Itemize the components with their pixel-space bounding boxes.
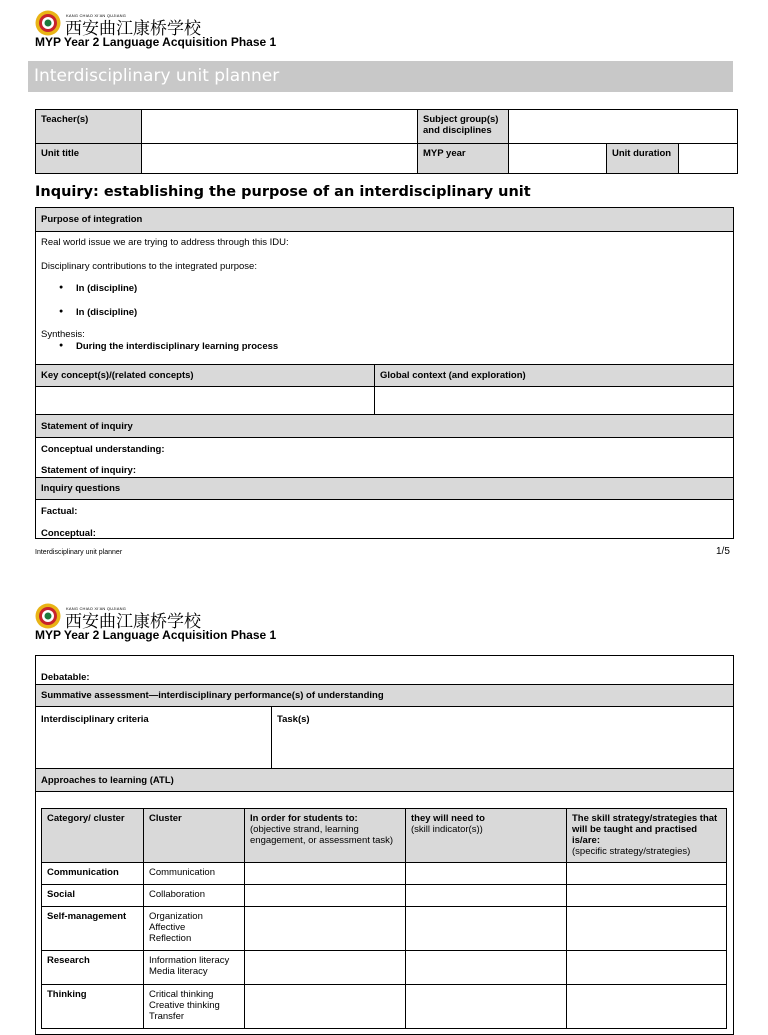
column-divider	[271, 707, 272, 768]
atl-objective-field[interactable]	[245, 885, 406, 907]
discipline-bullet-2: ● In (discipline)	[76, 307, 137, 318]
atl-cluster-item: Media literacy	[149, 966, 208, 977]
statement-body[interactable]	[36, 438, 733, 477]
atl-row	[42, 885, 727, 907]
synthesis-label: Synthesis:	[41, 329, 85, 340]
unit-title-field[interactable]	[142, 144, 418, 174]
column-divider	[374, 365, 375, 387]
atl-row	[42, 907, 727, 951]
atl-skill-field[interactable]	[406, 985, 567, 1029]
atl-col-strategy	[567, 809, 727, 863]
concepts-body-row	[36, 387, 733, 415]
atl-cluster	[144, 951, 245, 985]
atl-table	[41, 808, 727, 1029]
unit-info-table	[35, 109, 738, 174]
atl-category: Self-management	[42, 907, 144, 951]
unit-duration-label: Unit duration	[607, 144, 679, 174]
page2-table	[35, 655, 734, 1035]
debatable-label: Debatable:	[41, 672, 90, 683]
atl-category: Thinking	[42, 985, 144, 1029]
atl-skill-field[interactable]	[406, 863, 567, 885]
criteria-label: Interdisciplinary criteria	[41, 714, 149, 725]
atl-skill-field[interactable]	[406, 907, 567, 951]
page-number: 1/5	[716, 546, 730, 557]
inquiry-table	[35, 207, 734, 539]
atl-col-strategy-note: (specific strategy/strategies)	[572, 846, 691, 857]
atl-objective-field[interactable]	[245, 907, 406, 951]
global-context-field[interactable]	[375, 387, 733, 414]
conceptual-label: Conceptual:	[41, 528, 96, 539]
myp-year-label: MYP year	[418, 144, 509, 174]
atl-skill-field[interactable]	[406, 885, 567, 907]
unit-title-label: Unit title	[36, 144, 142, 174]
statement-header-row	[36, 415, 733, 438]
unit-duration-field[interactable]	[679, 144, 738, 174]
atl-cluster	[144, 985, 245, 1029]
atl-row	[42, 863, 727, 885]
atl-strategy-field[interactable]	[567, 885, 727, 907]
footer-label: Interdisciplinary unit planner	[35, 549, 123, 556]
atl-strategy-field[interactable]	[567, 951, 727, 985]
atl-cluster: Communication	[144, 863, 245, 885]
key-concepts-field[interactable]	[36, 387, 374, 414]
school-pinyin: KANG CHIAO XI'AN QUJIANG	[66, 13, 127, 18]
tasks-label: Task(s)	[277, 714, 310, 725]
school-name: 西安曲江康桥学校	[65, 612, 201, 632]
atl-objective-field[interactable]	[245, 985, 406, 1029]
atl-row	[42, 951, 727, 985]
concepts-header-row	[36, 365, 733, 387]
atl-col-skill	[406, 809, 567, 863]
purpose-header: Purpose of integration	[41, 214, 143, 225]
atl-cluster: Collaboration	[144, 885, 245, 907]
conceptual-understanding: Conceptual understanding:	[41, 444, 165, 455]
atl-row	[42, 985, 727, 1029]
questions-body[interactable]	[36, 500, 733, 538]
synthesis-bullet: ● During the interdisciplinary learning process	[76, 341, 278, 352]
subject-label: Subject group(s) and disciplines	[418, 110, 509, 144]
atl-cluster-item: Affective	[149, 922, 186, 933]
atl-col-cluster: Cluster	[144, 809, 245, 863]
atl-cluster-item: Reflection	[149, 933, 192, 944]
atl-cluster-item: Critical thinking	[149, 989, 214, 1000]
atl-col-category: Category/ cluster	[42, 809, 144, 863]
atl-skill-field[interactable]	[406, 951, 567, 985]
atl-category: Research	[42, 951, 144, 985]
document-subtitle: MYP Year 2 Language Acquisition Phase 1	[35, 35, 277, 49]
real-world-issue: Real world issue we are trying to address through this IDU:	[41, 237, 289, 248]
atl-category: Social	[42, 885, 144, 907]
summative-header: Summative assessment—interdisciplinary performance(s) of understanding	[41, 690, 384, 701]
summative-header-row	[36, 685, 733, 707]
school-pinyin: KANG CHIAO XI'AN QUJIANG	[66, 606, 127, 611]
planner-banner: Interdisciplinary unit planner	[28, 61, 733, 92]
purpose-body[interactable]	[36, 232, 733, 365]
factual-label: Factual:	[41, 506, 78, 517]
myp-year-field[interactable]	[509, 144, 607, 174]
statement-of-inquiry: Statement of inquiry:	[41, 465, 137, 476]
atl-objective-field[interactable]	[245, 951, 406, 985]
disciplinary-contributions: Disciplinary contributions to the integrated purpose:	[41, 261, 257, 272]
atl-category: Communication	[42, 863, 144, 885]
atl-strategy-field[interactable]	[567, 907, 727, 951]
questions-header: Inquiry questions	[41, 483, 121, 494]
teachers-field[interactable]	[142, 110, 418, 144]
purpose-header-row	[36, 208, 733, 232]
atl-cluster-item: Creative thinking	[149, 1000, 220, 1011]
atl-cluster-item: Information literacy	[149, 955, 230, 966]
atl-header-row	[36, 769, 733, 792]
atl-col-skill-note: (skill indicator(s))	[411, 824, 483, 835]
atl-col-strategy-title: The skill strategy/strategies that will be taught and practised is/are:	[572, 813, 718, 846]
school-logo	[35, 603, 61, 629]
atl-strategy-field[interactable]	[567, 985, 727, 1029]
school-name: 西安曲江康桥学校	[65, 19, 201, 39]
atl-header: Approaches to learning (ATL)	[41, 775, 174, 786]
inquiry-section-title: Inquiry: establishing the purpose of an interdisciplinary unit	[35, 184, 531, 200]
debatable-row[interactable]	[36, 656, 733, 685]
atl-col-skill-title: they will need to	[411, 813, 485, 824]
atl-cluster-item: Transfer	[149, 1011, 185, 1022]
discipline-bullet-1: ● In (discipline)	[76, 283, 137, 294]
key-concepts-header: Key concept(s)/(related concepts)	[41, 370, 194, 381]
document-subtitle: MYP Year 2 Language Acquisition Phase 1	[35, 628, 277, 642]
atl-col-objective-title: In order for students to:	[250, 813, 358, 824]
school-logo	[35, 10, 61, 36]
atl-cluster	[144, 907, 245, 951]
questions-header-row	[36, 477, 733, 500]
atl-strategy-field[interactable]	[567, 863, 727, 885]
atl-col-objective	[245, 809, 406, 863]
statement-header: Statement of inquiry	[41, 421, 133, 432]
atl-cluster-item: Organization	[149, 911, 203, 922]
global-context-header: Global context (and exploration)	[380, 370, 526, 381]
subject-field[interactable]	[509, 110, 738, 144]
atl-objective-field[interactable]	[245, 863, 406, 885]
summative-body-row	[36, 707, 733, 769]
atl-col-objective-note: (objective strand, learning engagement, or assessment task)	[250, 824, 394, 846]
teachers-label: Teacher(s)	[36, 110, 142, 144]
